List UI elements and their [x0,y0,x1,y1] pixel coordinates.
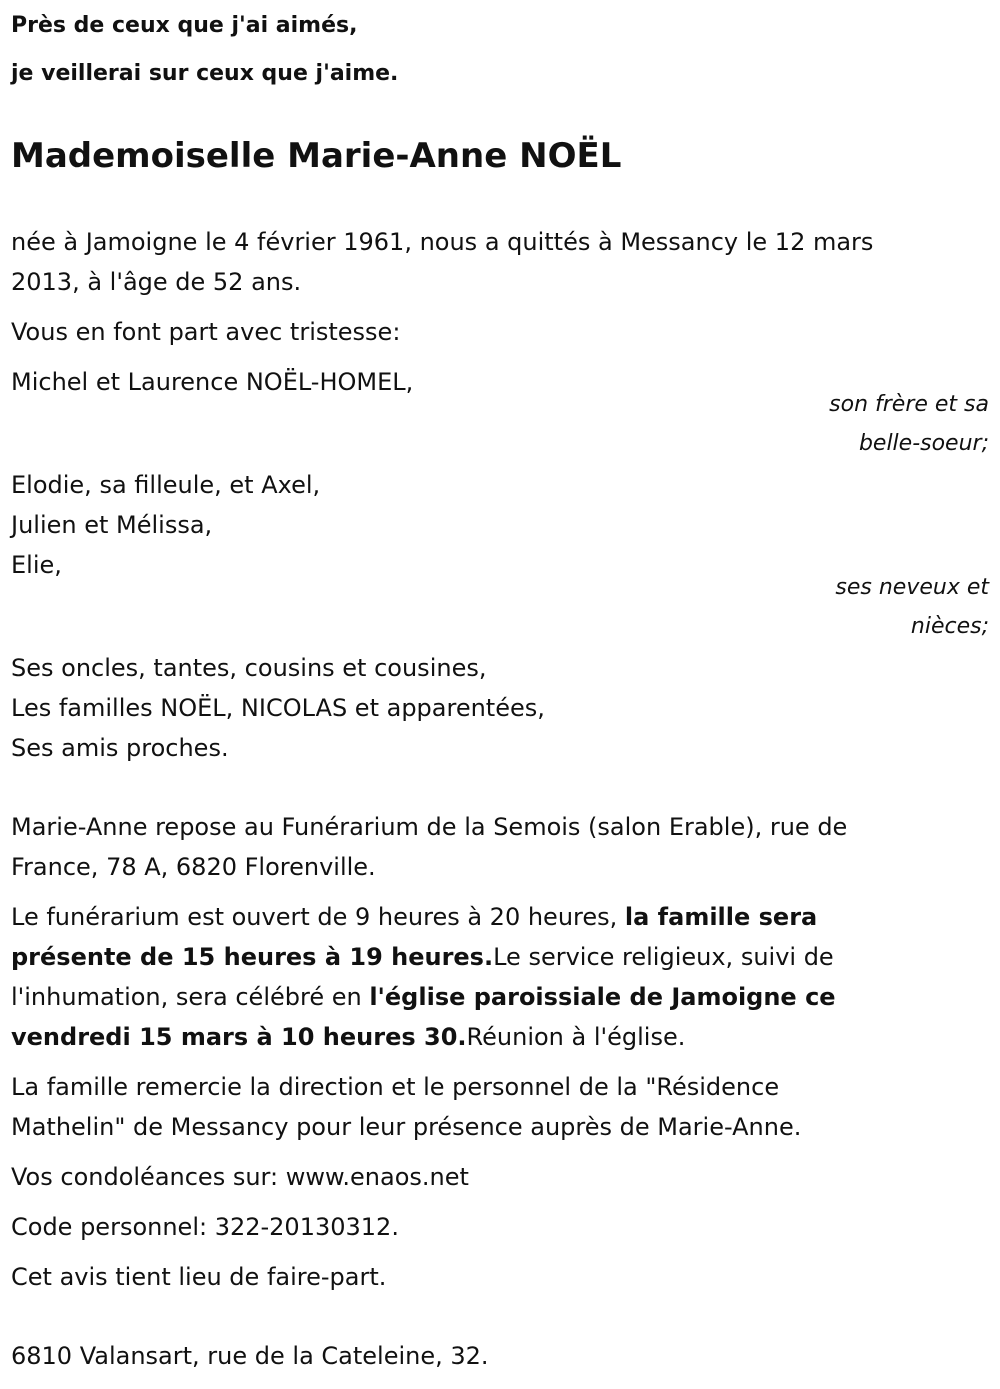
funeral-text: Le funérarium est ouvert de 9 heures à 20 heures, [11,903,625,931]
family-nephew-3: Elie, [11,551,62,579]
family-nephew-2: Julien et Mélissa, [11,511,213,539]
intro-text: Vous en font part avec tristesse: [11,318,401,346]
funeral-line-4 [11,1017,685,1057]
page-title: Mademoiselle Marie-Anne NOËL [11,136,622,176]
epigraph-line-2: je veillerai sur ceux que j'aime. [11,61,399,86]
nephew-relation-1: ses neveux et [835,575,989,600]
family-nephew-1: Elodie, sa filleule, et Axel, [11,471,321,499]
birth-line-2: 2013, à l'âge de 52 ans. [11,268,302,296]
funeral-line-3 [11,977,836,1017]
funeral-text: l'inhumation, sera célébré en [11,983,370,1011]
address-text: 6810 Valansart, rue de la Cateleine, 32. [11,1342,489,1370]
family-others-1: Ses oncles, tantes, cousins et cousines, [11,654,487,682]
condolences-text: Vos condoléances sur: www.enaos.net [11,1163,469,1191]
funeral-emphasis: vendredi 15 mars à 10 heures 30. [11,1023,467,1051]
funeral-line-2 [11,937,834,977]
brother-relation-1: son frère et sa [829,392,989,417]
thanks-line-2: Mathelin" de Messancy pour leur présence auprès de Marie-Anne. [11,1113,802,1141]
thanks-line-1: La famille remercie la direction et le personnel de la "Résidence [11,1073,780,1101]
funeral-line-1 [11,897,817,937]
repose-line-2: France, 78 A, 6820 Florenville. [11,853,376,881]
brother-relation-2: belle-soeur; [858,431,989,456]
family-brother: Michel et Laurence NOËL-HOMEL, [11,368,414,396]
funeral-text: Réunion à l'église. [466,1023,686,1051]
personal-code: Code personnel: 322-20130312. [11,1213,399,1241]
epigraph-line-1: Près de ceux que j'ai aimés, [11,13,358,38]
funeral-emphasis: présente de 15 heures à 19 heures. [11,943,494,971]
family-others-2: Les familles NOËL, NICOLAS et apparentées, [11,694,545,722]
nephew-relation-2: nièces; [910,614,989,639]
funeral-emphasis: l'église paroissiale de Jamoigne ce [369,983,836,1011]
funeral-text: Le service religieux, suivi de [493,943,834,971]
birth-line-1: née à Jamoigne le 4 février 1961, nous a quittés à Messancy le 12 mars [11,228,874,256]
repose-line-1: Marie-Anne repose au Funérarium de la Semois (salon Erable), rue de [11,813,848,841]
notice-text: Cet avis tient lieu de faire-part. [11,1263,387,1291]
family-others-3: Ses amis proches. [11,734,229,762]
funeral-emphasis: la famille sera [624,903,818,931]
